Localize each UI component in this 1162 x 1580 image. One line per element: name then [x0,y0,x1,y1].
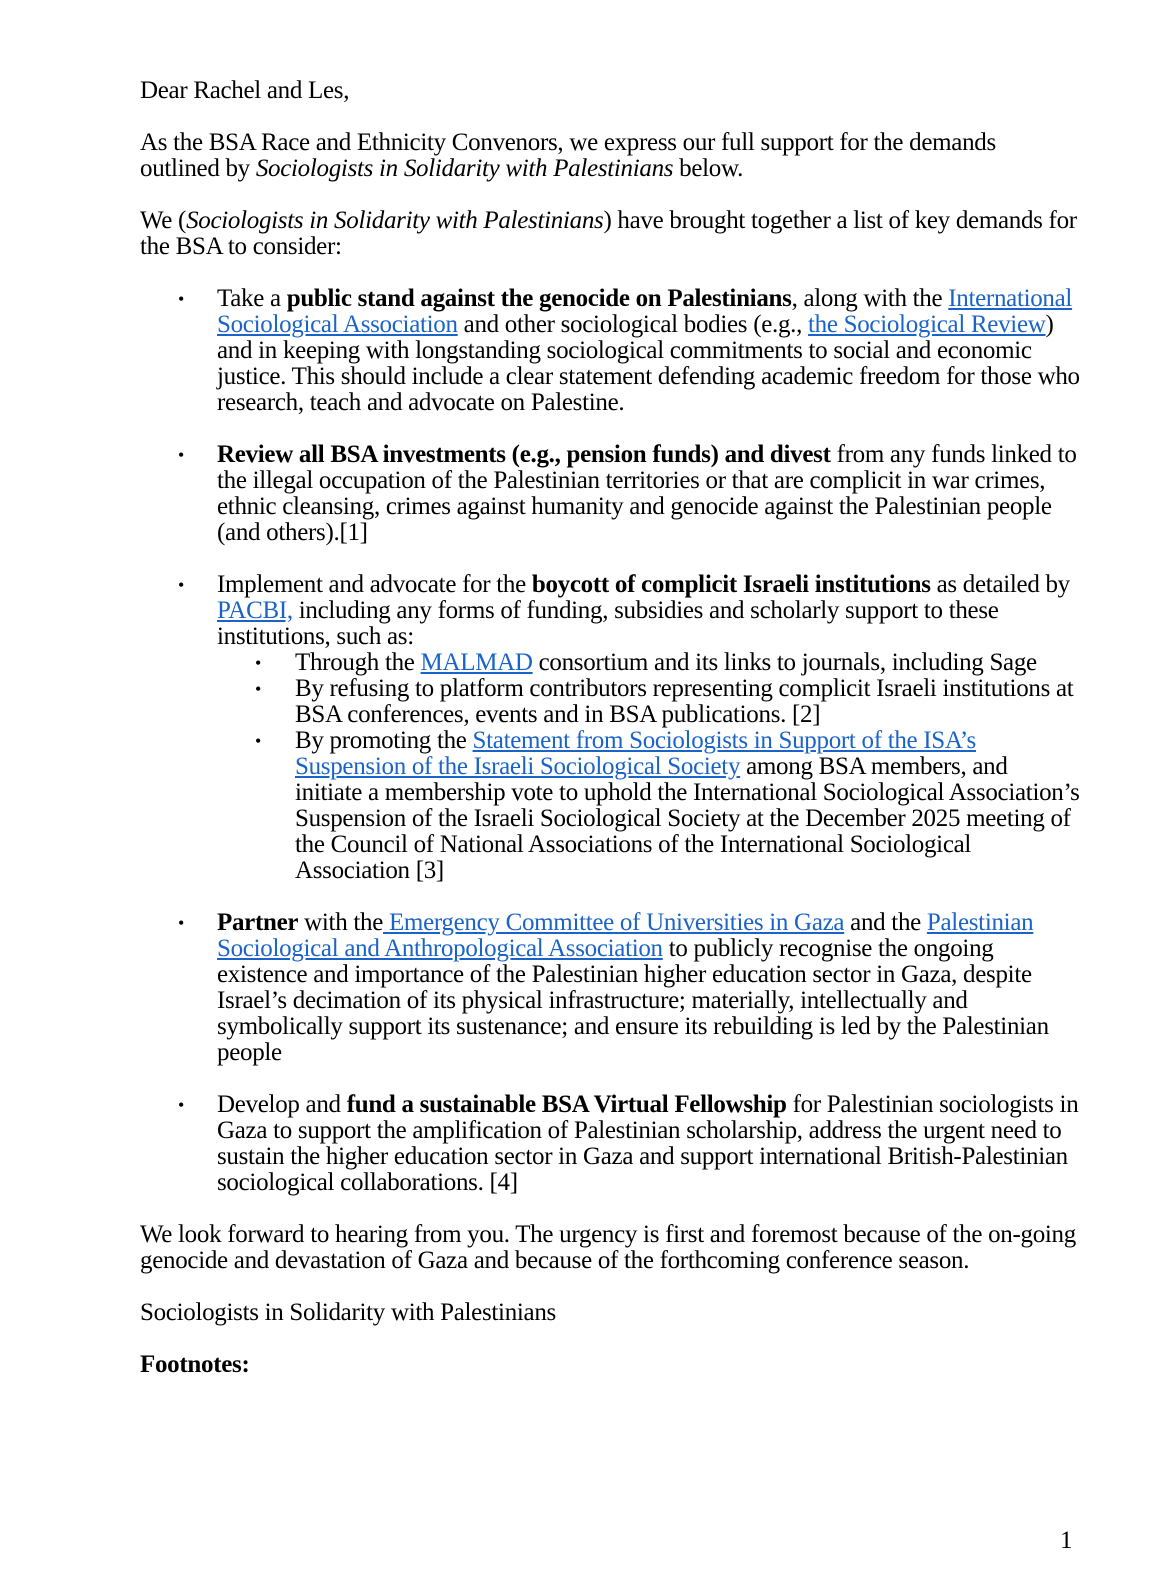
demand-text: as detailed by [930,571,1070,598]
demand-text: , along with the [791,285,949,312]
sub-demands-list [217,650,1080,884]
sub-demand-text: Through the [295,649,421,676]
intro-group-name: Sociologists in Solidarity with Palestinians [255,155,674,182]
demand-text: ) and in keeping with longstanding sociological commitments to social and economic justice. This should include a clear statement defending academic freedom for those who research, teach and advocate on Palestine. [217,311,1080,416]
demand-text: and the [844,909,927,936]
demand-text: and other sociological bodies (e.g., [457,311,809,338]
emergency-committee-link[interactable]: Emergency Committee of Universities in Gaza [383,909,845,936]
demand-text: from any funds linked to the illegal occupation of the Palestinian territories or that are complicit in war crimes, ethnic cleansing, crimes against humanity and genocide against the Palestinian people (and others).[1] [217,441,1077,546]
demand-emphasis: boycott of complicit Israeli institutions [531,571,931,598]
closing-paragraph: We look forward to hearing from you. The urgency is first and foremost because of the on-going genocide and devastation of Gaza and because of the forthcoming conference season. [140,1221,1076,1274]
demand-item [140,572,1080,884]
sub-demand-item [217,728,1080,884]
salutation: Dear Rachel and Les, [140,77,350,104]
demand-text: Implement and advocate for the [217,571,532,598]
demand-item [140,910,1080,1066]
bullet-icon: • [178,1095,185,1115]
demand-text: Take a [217,285,287,312]
demand-emphasis: fund a sustainable BSA Virtual Fellowship [346,1091,787,1118]
demand-item [140,286,1080,416]
demand-item [140,1092,1080,1196]
demand-text: with the [298,909,383,936]
demand-emphasis: Partner [217,909,299,936]
footnotes-heading: Footnotes: [140,1351,250,1378]
sub-demand-item [217,676,1080,728]
lead-text-end: ) have brought together a list of key demands for the BSA to consider: [140,207,1077,260]
demand-item [140,442,1080,546]
lead-text: We ( [140,207,187,234]
intro-paragraph [140,130,1080,182]
bullet-icon: • [178,575,185,595]
bullet-icon: • [178,445,185,465]
bullet-icon: • [255,679,262,699]
lead-paragraph [140,208,1080,260]
psaa-link[interactable]: Palestinian Sociological and Anthropological Association [217,909,1034,962]
demands-list [140,286,1080,1196]
demand-text: for Palestinian sociologists in Gaza to support the amplification of Palestinian scholarship, address the urgent need to sustain the higher education sector in Gaza and support international British-Palestinian sociological collaborations. [4] [217,1091,1079,1196]
bullet-icon: • [255,731,262,751]
demand-text: including any forms of funding, subsidies and scholarly support to these institutions, such as: [217,597,999,650]
bullet-icon: • [255,653,262,673]
letter-body [140,78,1080,1378]
sociological-review-link[interactable]: the Sociological Review [808,311,1046,338]
signature: Sociologists in Solidarity with Palestinians [140,1299,556,1326]
bullet-icon: • [178,913,185,933]
intro-text-end: below. [673,155,744,182]
isa-suspension-statement-link[interactable]: Statement from Sociologists in Support of the ISA’s Suspension of the Israeli Sociological Society [295,727,976,780]
demand-emphasis: Review all BSA investments (e.g., pension funds) and divest [217,441,831,468]
sub-demand-text: consortium and its links to journals, including Sage [532,649,1037,676]
bullet-icon: • [178,289,185,309]
sub-demand-text: By refusing to platform contributors representing complicit Israeli institutions at BSA conferences, events and in BSA publications. [2] [295,675,1074,728]
malmad-link[interactable]: MALMAD [420,649,533,676]
page-number: 1 [1060,1527,1073,1554]
pacbi-link[interactable]: PACBI, [217,597,293,624]
sub-demand-item [217,650,1080,676]
demand-text: to publicly recognise the ongoing existence and importance of the Palestinian higher education sector in Gaza, despite Israel’s decimation of its physical infrastructure; materially, intellectually and symbolically support its sustenance; and ensure its rebuilding is led by the Palestinian people [217,935,1049,1066]
demand-text: Develop and [217,1091,347,1118]
sub-demand-text: among BSA members, and initiate a membership vote to uphold the International Sociological Association’s Suspension of the Israeli Sociological Society at the December 2025 meeting of the Council of National Associations of the International Sociological Association [3] [295,753,1080,884]
demand-emphasis: public stand against the genocide on Palestinians [286,285,792,312]
intro-text: As the BSA Race and Ethnicity Convenors, we express our full support for the demands outlined by [140,129,996,182]
lead-group-name: Sociologists in Solidarity with Palestinians [186,207,604,234]
isa-link[interactable]: International Sociological Association [217,285,1073,338]
sub-demand-text: By promoting the [295,727,473,754]
